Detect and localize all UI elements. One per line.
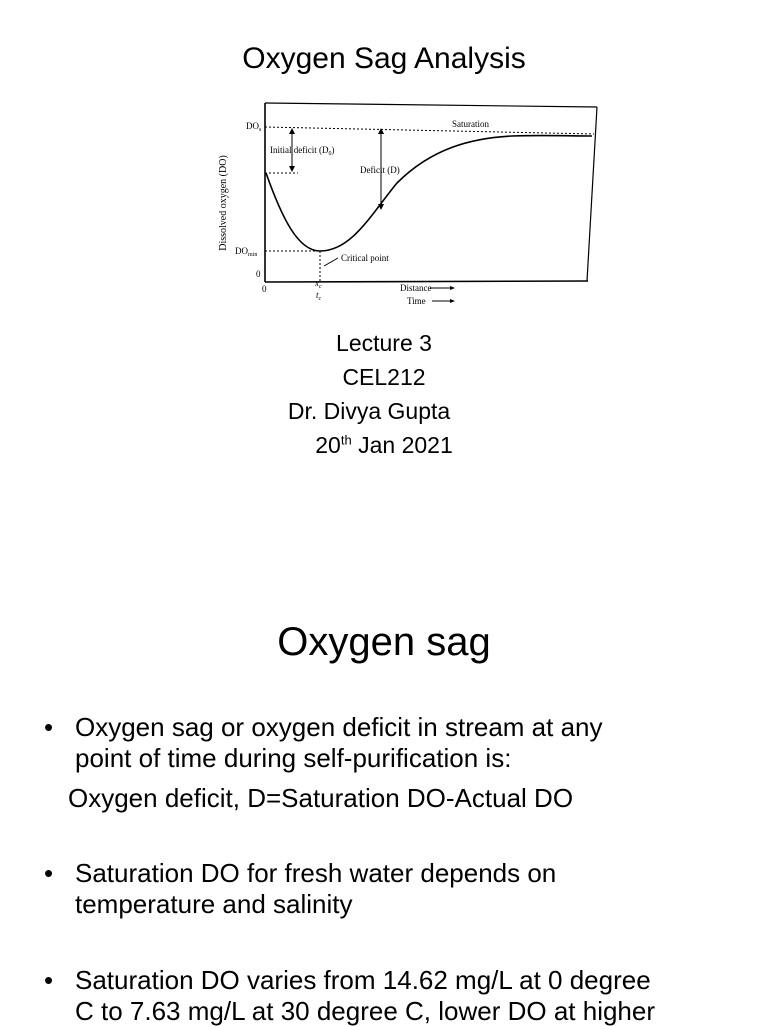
bullet-line: C to 7.63 mg/L at 30 degree C, lower DO at higher (75, 996, 656, 1026)
initial-deficit-arrowhead-top (289, 128, 295, 134)
lecture-number: Lecture 3 (336, 330, 432, 356)
deficit-label: Deficit (D) (360, 165, 400, 175)
bullet-line: Saturation DO varies from 14.62 mg/L at 0 degree (75, 965, 651, 995)
distance-label: Distance (400, 283, 432, 293)
initial-deficit-arrowhead-bottom (289, 166, 295, 172)
deficit-formula: Oxygen deficit, D=Saturation DO-Actual DO (68, 783, 574, 813)
bullet-item (44, 965, 744, 1027)
do-s-label: $DO_s$ (246, 121, 262, 133)
do-min-label: $DO_{min}$ (235, 246, 258, 258)
bullet-item (44, 858, 744, 920)
lecture-info (0, 326, 768, 462)
course-code: CEL212 (342, 364, 426, 390)
bullet-line: Saturation DO for fresh water depends on (75, 858, 557, 888)
time-arrowhead (450, 299, 455, 303)
saturation-line (265, 127, 594, 134)
bullet-line: Oxygen sag or oxygen deficit in stream at any (75, 712, 603, 742)
zero-y-label: 0 (256, 269, 261, 279)
critical-point-pointer (324, 258, 338, 266)
instructor-name: Dr. Divya Gupta (287, 398, 451, 424)
xc-label: $x_c$ (315, 278, 322, 290)
bullet-dot: • (44, 858, 54, 888)
bullet-item (44, 712, 744, 774)
slide-title: Oxygen Sag Analysis (242, 42, 526, 75)
zero-x-label: 0 (262, 284, 267, 294)
saturation-label: Saturation (452, 119, 489, 129)
time-label: Time (407, 296, 426, 306)
section-title: Oxygen sag (277, 620, 491, 664)
y-axis-label: Dissolved oxygen (DO) (218, 155, 229, 251)
bullet-line: point of time during self-purification is: (75, 743, 512, 773)
figure-frame-top (265, 103, 597, 107)
bullet-dot: • (44, 712, 54, 742)
deficit-arrowhead-top (378, 128, 384, 134)
tc-label: $t_c$ (316, 290, 322, 302)
initial-deficit-label: Initial deficit $(D_0)$ (270, 145, 335, 157)
oxygen-sag-diagram (212, 98, 602, 313)
bullet-dot: • (44, 965, 54, 995)
figure-frame-right (587, 107, 597, 281)
bullet-line: temperature and salinity (75, 889, 353, 919)
distance-arrowhead (450, 286, 455, 290)
critical-point-label: Critical point (341, 253, 389, 263)
oxygen-sag-figure (212, 98, 602, 313)
x-axis (265, 281, 588, 282)
lecture-date: 20th Jan 2021 (315, 432, 453, 458)
